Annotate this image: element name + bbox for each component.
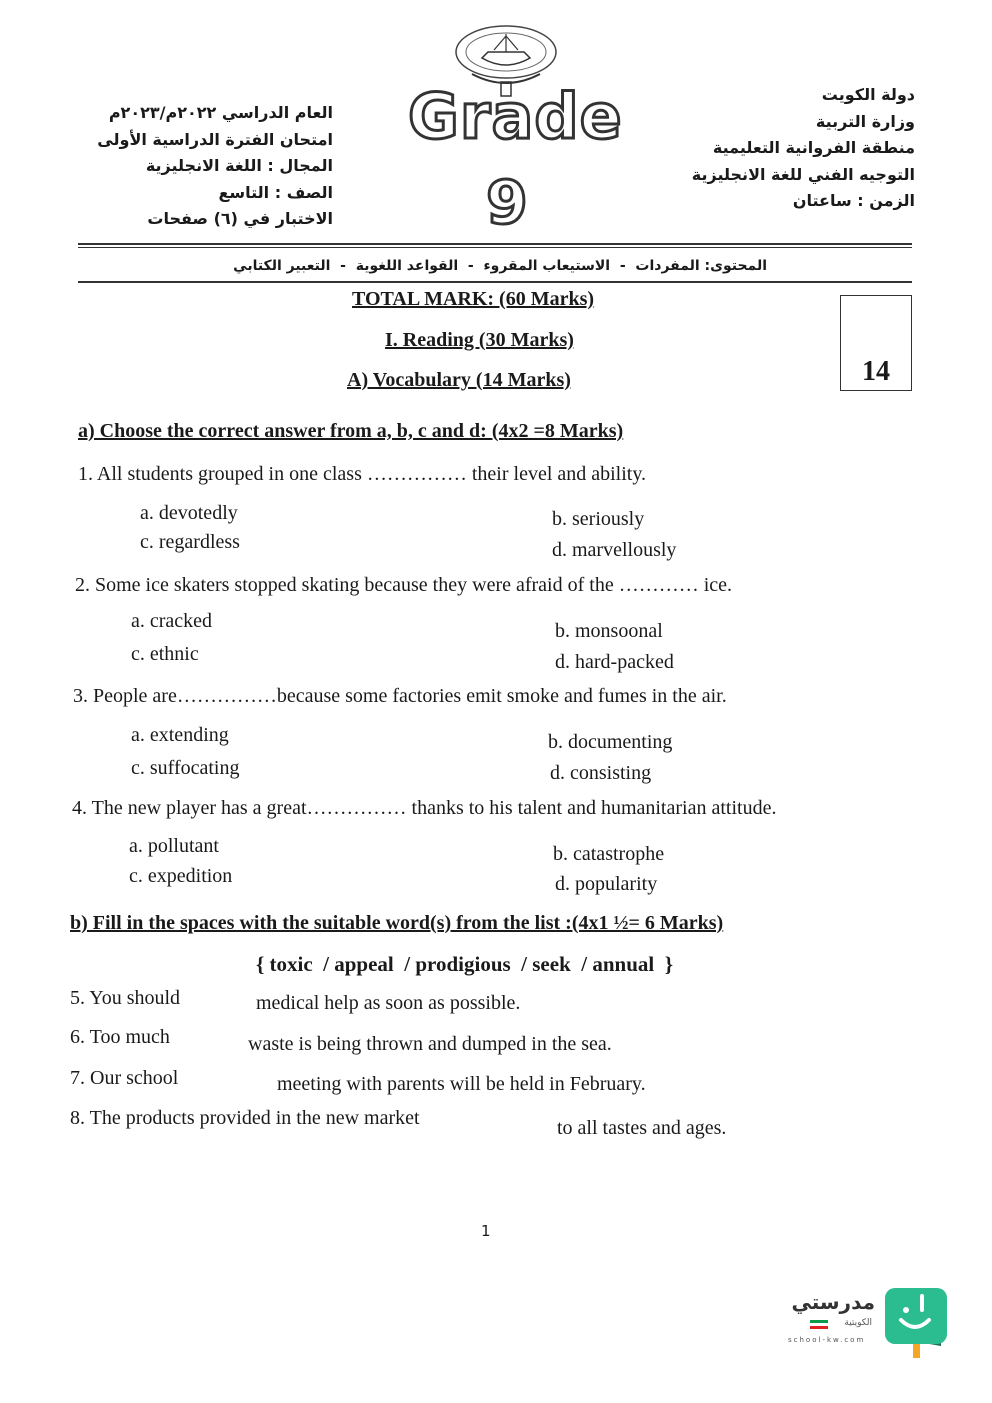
fill-item-7-start: 7. Our school: [70, 1067, 179, 1089]
kuwait-flag-icon: [810, 1320, 828, 1329]
word-list: { toxic / appeal / prodigious / seek / annual }: [256, 952, 673, 976]
header-right-line: التوجيه الفني للغة الانجليزية: [691, 164, 915, 184]
fill-item-5-start: 5. You should: [70, 987, 181, 1009]
mark-box-value: 14: [862, 356, 890, 387]
option-4c: c. expedition: [129, 865, 233, 887]
header-right-line: وزارة التربية: [815, 111, 915, 131]
divider: [78, 243, 912, 245]
header-left-line: الصف : التاسع: [218, 182, 333, 202]
page-number: 1: [481, 1222, 491, 1240]
logo-name: مدرستي: [791, 1290, 875, 1314]
header-left-line: العام الدراسي ٢٠٢٢م/٢٠٢٣م: [108, 103, 333, 122]
grade-word: Grade: [408, 80, 623, 153]
content-line: المحتوى: المفردات - الاستيعاب المقروء - القواعد اللغوية - التعبير الكتابي: [233, 258, 767, 274]
divider: [78, 247, 912, 248]
option-2d: d. hard-packed: [555, 651, 674, 673]
header-left-block: [97, 100, 333, 233]
divider: [78, 281, 912, 283]
option-2a: a. cracked: [131, 610, 213, 632]
option-1a: a. devotedly: [140, 502, 238, 524]
option-2b: b. monsoonal: [555, 620, 663, 642]
smile-logo-icon: [885, 1288, 949, 1360]
option-1d: d. marvellously: [552, 539, 677, 561]
logo-url: school-kw.com: [788, 1336, 866, 1344]
question-1: 1. All students grouped in one class …………… their level and ability.: [78, 463, 647, 485]
section-a-heading: a) Choose the correct answer from a, b, c and d: (4x2 =8 Marks): [78, 420, 624, 442]
option-3b: b. documenting: [548, 731, 673, 753]
option-1b: b. seriously: [552, 508, 645, 530]
reading-title: I. Reading (30 Marks): [385, 329, 574, 351]
option-4d: d. popularity: [555, 873, 658, 895]
header-right-line: منطقة الفروانية التعليمية: [712, 138, 915, 157]
option-4b: b. catastrophe: [553, 843, 665, 865]
option-3a: a. extending: [131, 724, 229, 746]
question-4: 4. The new player has a great…………… thanks to his talent and humanitarian attitude.: [72, 797, 777, 819]
total-mark-title: TOTAL MARK: (60 Marks): [352, 288, 595, 310]
header-right-line: الزمن : ساعتان: [792, 191, 915, 210]
madrasati-logo: [785, 1288, 950, 1360]
header-left-line: الاختبار في (٦) صفحات: [147, 209, 333, 228]
mark-box: [840, 295, 912, 391]
fill-item-7-end: meeting with parents will be held in February.: [277, 1073, 646, 1095]
fill-item-8-start: 8. The products provided in the new market: [70, 1107, 420, 1129]
option-3c: c. suffocating: [131, 757, 240, 779]
logo-sub: الكويتية: [844, 1318, 872, 1328]
header-left-line: المجال : اللغة الانجليزية: [145, 156, 333, 175]
section-b-heading: b) Fill in the spaces with the suitable word(s) from the list :(4x1 ½= 6 Marks): [70, 912, 724, 934]
question-3: 3. People are……………because some factories emit smoke and fumes in the air.: [73, 685, 727, 707]
fill-item-6-start: 6. Too much: [70, 1026, 170, 1048]
option-3d: d. consisting: [550, 762, 652, 784]
option-2c: c. ethnic: [131, 643, 199, 665]
option-4a: a. pollutant: [129, 835, 219, 857]
header-right-line: دولة الكويت: [821, 85, 915, 104]
vocabulary-title: A) Vocabulary (14 Marks): [347, 369, 571, 391]
fill-item-8-end: to all tastes and ages.: [557, 1117, 727, 1139]
header-left-line: امتحان الفترة الدراسية الأولى: [97, 129, 333, 149]
fill-item-6-end: waste is being thrown and dumped in the sea.: [248, 1033, 612, 1055]
option-1c: c. regardless: [140, 531, 240, 553]
grade-number: 9: [486, 168, 528, 238]
question-2: 2. Some ice skaters stopped skating because they were afraid of the ………… ice.: [75, 574, 733, 596]
header-right-block: [692, 82, 915, 215]
fill-item-5-end: medical help as soon as possible.: [256, 992, 521, 1014]
